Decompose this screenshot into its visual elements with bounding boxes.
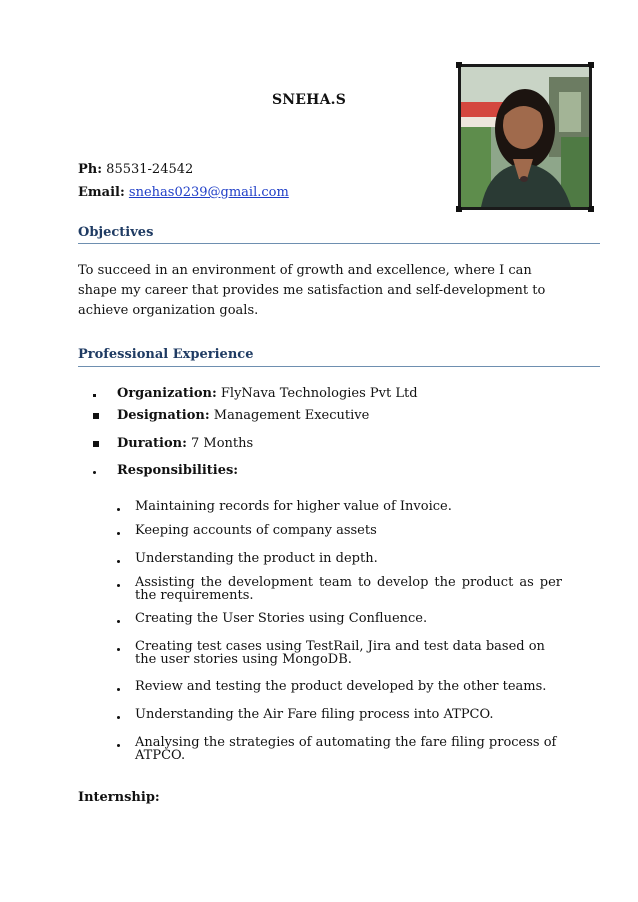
- responsibility-item: Understanding the Air Fare filing process into ATPCO.: [117, 708, 562, 723]
- email-label: Email:: [78, 185, 125, 200]
- designation-value: Management Executive: [213, 408, 370, 423]
- phone-number: 85531-24542: [106, 162, 194, 177]
- objectives-divider: [78, 243, 600, 244]
- phone-label: Ph:: [78, 162, 103, 177]
- profile-photo: [458, 64, 592, 210]
- organization-label: Organization:: [117, 386, 217, 401]
- responsibility-item: Analysing the strategies of automating the fare filing process of ATPCO.: [117, 736, 562, 762]
- responsibilities-label: Responsibilities:: [117, 463, 239, 478]
- responsibility-item: Creating the User Stories using Confluence.: [117, 612, 562, 627]
- phone-line: [78, 162, 193, 177]
- responsibility-item: Keeping accounts of company assets: [117, 524, 562, 539]
- experience-divider: [78, 366, 600, 367]
- responsibility-item: Review and testing the product developed by the other teams.: [117, 680, 562, 695]
- objectives-heading: Objectives: [78, 225, 154, 240]
- designation-item: [93, 408, 369, 423]
- internship-heading: Internship:: [78, 790, 160, 805]
- responsibility-item: Creating test cases using TestRail, Jira and test data based on the user stories using MongoDB.: [117, 640, 562, 666]
- experience-heading: Professional Experience: [78, 347, 254, 362]
- duration-value: 7 Months: [191, 436, 254, 451]
- email-link[interactable]: snehas0239@gmail.com: [128, 185, 289, 200]
- organization-value: FlyNava Technologies Pvt Ltd: [220, 386, 418, 401]
- responsibility-item: Understanding the product in depth.: [117, 552, 562, 567]
- duration-label: Duration:: [117, 436, 187, 451]
- candidate-name: SNEHA.S: [272, 92, 347, 108]
- responsibilities-item: [93, 463, 238, 478]
- organization-item: [93, 386, 418, 401]
- email-line: [78, 185, 289, 200]
- objectives-text: To succeed in an environment of growth and excellence, where I can shape my career that provides me satisfaction and self-development to achieve organization goals.: [78, 263, 546, 318]
- responsibility-item: Assisting the development team to develop the product as per the requirements.: [117, 576, 562, 602]
- responsibility-item: Maintaining records for higher value of Invoice.: [117, 500, 562, 515]
- duration-item: [93, 436, 253, 451]
- designation-label: Designation:: [117, 408, 210, 423]
